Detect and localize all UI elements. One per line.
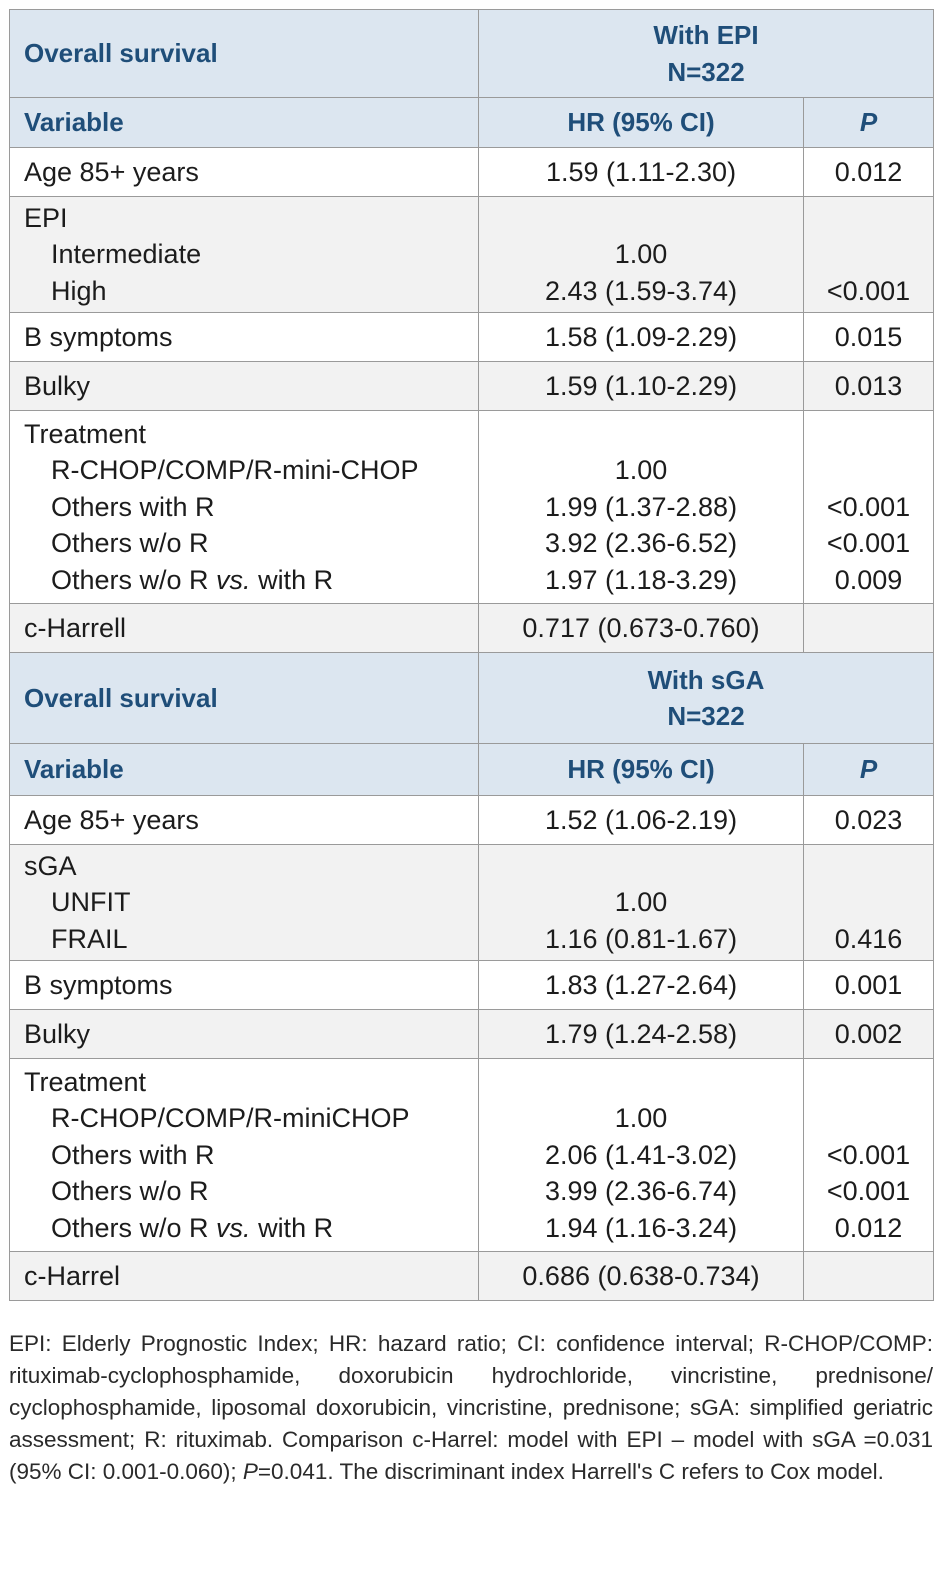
table1-column-header-row <box>10 98 934 148</box>
row-hr: 1.59 (1.10-2.29) <box>479 362 804 411</box>
survival-table <box>9 9 934 1301</box>
row-hr-group <box>479 1059 804 1252</box>
table2-column-header-row <box>10 744 934 796</box>
row-hr: 1.59 (1.11-2.30) <box>479 148 804 197</box>
table-row <box>10 197 934 313</box>
row-hr-group <box>479 197 804 313</box>
row-p: <0.001 <box>826 275 911 306</box>
table2-header-row <box>10 653 934 744</box>
row-hr: 1.00 <box>614 1103 668 1134</box>
row-p: 0.009 <box>834 564 903 595</box>
row-hr: 3.92 (2.36-6.52) <box>544 528 738 559</box>
row-label: Bulky <box>10 1010 479 1059</box>
row-sublabel: Others w/o R <box>51 528 209 559</box>
row-label: sGA <box>24 850 77 881</box>
table1-title: Overall survival <box>10 10 479 98</box>
row-label-group <box>10 845 479 961</box>
row-hr: 1.00 <box>614 239 668 270</box>
row-sublabel-vs: Others w/o R vs. with R <box>51 1212 334 1243</box>
table-row <box>10 411 934 604</box>
table1-col-p: P <box>804 98 934 148</box>
row-label: Age 85+ years <box>10 796 479 845</box>
row-hr: 1.00 <box>614 455 668 486</box>
row-sublabel: FRAIL <box>51 923 128 954</box>
table-row <box>10 148 934 197</box>
table2-title: Overall survival <box>10 653 479 744</box>
row-hr: 1.99 (1.37-2.88) <box>544 491 738 522</box>
row-label: Treatment <box>24 1066 147 1097</box>
row-sublabel: UNFIT <box>51 887 131 918</box>
row-hr: 1.97 (1.18-3.29) <box>544 564 738 595</box>
row-hr: 1.00 <box>614 887 668 918</box>
row-sublabel: Intermediate <box>51 239 202 270</box>
row-p: 0.012 <box>834 1212 903 1243</box>
row-hr: 3.99 (2.36-6.74) <box>544 1176 738 1207</box>
table-row <box>10 362 934 411</box>
table-row <box>10 961 934 1010</box>
row-hr: 1.79 (1.24-2.58) <box>479 1010 804 1059</box>
row-sublabel: High <box>51 275 107 306</box>
row-label-group <box>10 411 479 604</box>
table-row <box>10 845 934 961</box>
row-p-group <box>804 845 934 961</box>
row-p: 0.012 <box>804 148 934 197</box>
row-p: 0.013 <box>804 362 934 411</box>
row-sublabel: Others with R <box>51 1139 215 1170</box>
row-label: B symptoms <box>10 313 479 362</box>
table2-col-p: P <box>804 744 934 796</box>
row-sublabel: Others w/o R <box>51 1176 209 1207</box>
row-p-group <box>804 197 934 313</box>
row-p: 0.023 <box>804 796 934 845</box>
table2-n-label: N=322 <box>667 701 745 731</box>
row-label-group <box>10 197 479 313</box>
footnote-p-italic: P <box>242 1459 258 1484</box>
row-p: 0.001 <box>804 961 934 1010</box>
table1-model-header <box>479 10 934 98</box>
row-hr: 2.06 (1.41-3.02) <box>544 1139 738 1170</box>
results-table-container <box>9 9 933 1301</box>
table-row <box>10 313 934 362</box>
row-label-group <box>10 1059 479 1252</box>
row-sublabel: R-CHOP/COMP/R-miniCHOP <box>51 1103 410 1134</box>
footnote-text-end: =0.041. The discriminant index Harrell's C refers to Cox model. <box>257 1459 884 1484</box>
row-hr: 1.83 (1.27-2.64) <box>479 961 804 1010</box>
row-sublabel: Others with R <box>51 491 215 522</box>
row-p <box>804 604 934 653</box>
row-p: <0.001 <box>826 1139 911 1170</box>
row-label: EPI <box>24 202 68 233</box>
table-row <box>10 604 934 653</box>
table2-model-label: With sGA <box>647 664 765 695</box>
row-p: <0.001 <box>826 1176 911 1207</box>
row-p: 0.002 <box>804 1010 934 1059</box>
row-sublabel-vs: Others w/o R vs. with R <box>51 564 334 595</box>
table1-header-row <box>10 10 934 98</box>
table2-col-hr: HR (95% CI) <box>479 744 804 796</box>
row-label: Treatment <box>24 418 147 449</box>
row-hr: 1.52 (1.06-2.19) <box>479 796 804 845</box>
row-p: 0.416 <box>834 923 903 954</box>
row-label: Bulky <box>10 362 479 411</box>
table-row <box>10 796 934 845</box>
row-label: B symptoms <box>10 961 479 1010</box>
row-hr: 2.43 (1.59-3.74) <box>544 275 738 306</box>
table-row <box>10 1010 934 1059</box>
row-hr-group <box>479 845 804 961</box>
row-hr-group <box>479 411 804 604</box>
row-p: 0.015 <box>804 313 934 362</box>
row-sublabel: R-CHOP/COMP/R-mini-CHOP <box>51 455 419 486</box>
table1-n-label: N=322 <box>667 56 745 87</box>
table1-col-hr: HR (95% CI) <box>479 98 804 148</box>
table2-col-variable: Variable <box>10 744 479 796</box>
table1-col-variable: Variable <box>10 98 479 148</box>
table2-model-header <box>479 653 934 744</box>
row-hr: 0.686 (0.638-0.734) <box>479 1252 804 1301</box>
row-hr: 1.94 (1.16-3.24) <box>544 1212 738 1243</box>
row-p-group <box>804 1059 934 1252</box>
table-footnote <box>9 1328 933 1488</box>
row-p-group <box>804 411 934 604</box>
row-label: Age 85+ years <box>10 148 479 197</box>
row-hr: 1.16 (0.81-1.67) <box>544 923 738 954</box>
row-hr: 0.717 (0.673-0.760) <box>479 604 804 653</box>
row-p: <0.001 <box>826 491 911 522</box>
table1-model-label: With EPI <box>653 20 759 50</box>
row-p <box>804 1252 934 1301</box>
row-label: c-Harrell <box>10 604 479 653</box>
table-row <box>10 1252 934 1301</box>
row-hr: 1.58 (1.09-2.29) <box>479 313 804 362</box>
table-row <box>10 1059 934 1252</box>
row-label: c-Harrel <box>10 1252 479 1301</box>
row-p: <0.001 <box>826 528 911 559</box>
footnote-text: EPI: Elderly Prognostic Index; HR: hazard ratio; CI: confidence interval; R-CHOP/COMP: rituximab-cyclophosphamide, doxorubicin hydrochloride, vincristine, prednisone/ cyclophosphamide, liposomal doxorubicin, vincristine, prednisone; sGA: simplified geriatric assessment; R: rituximab. Comparison c-Harrel: model with EPI – model with sGA =0.031 (95% CI: 0.001-0.060); <box>9 1331 933 1484</box>
